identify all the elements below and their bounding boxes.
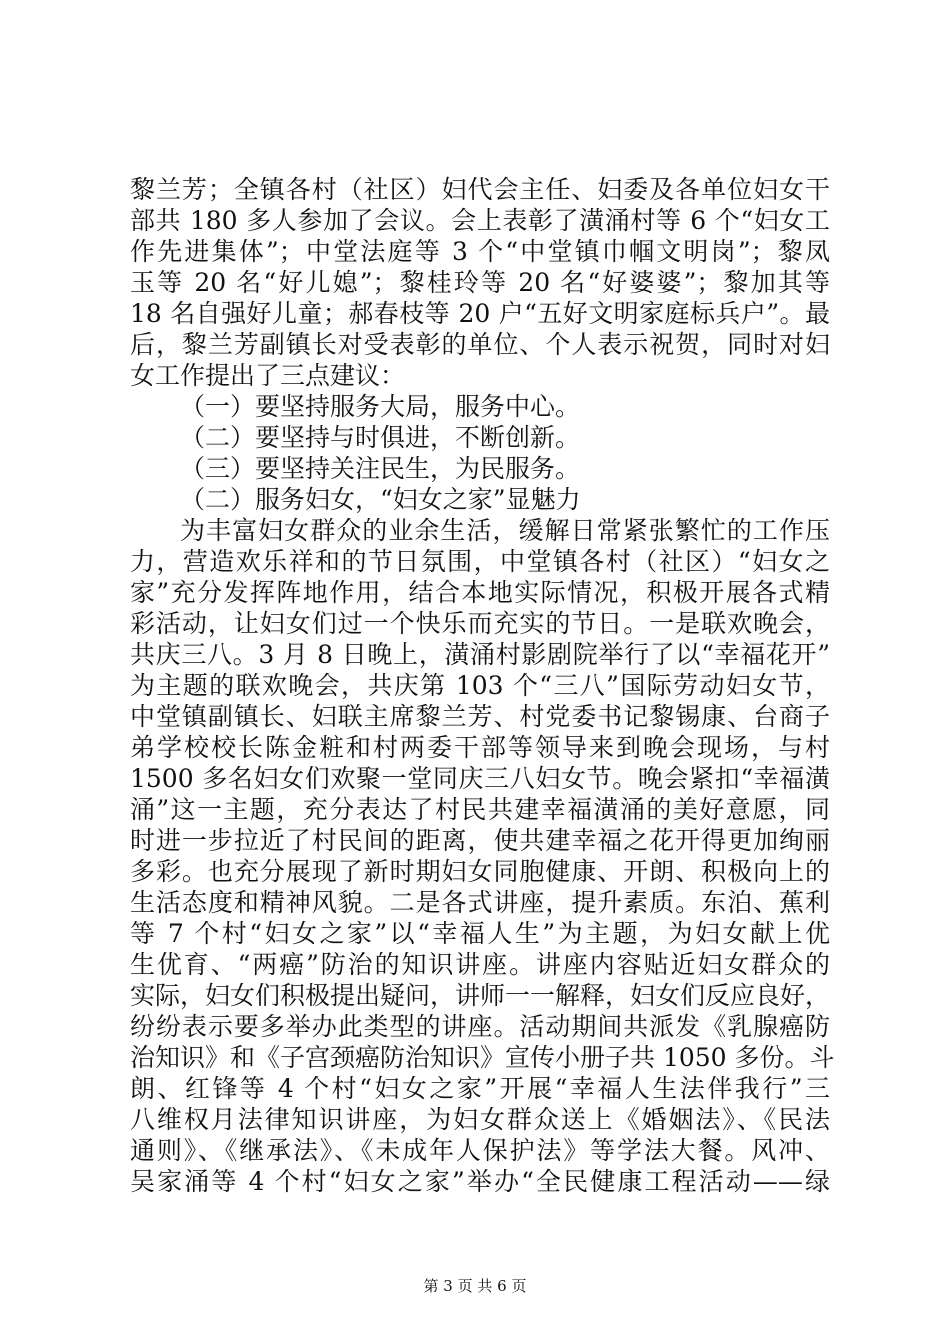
text-line: 八维权月法律知识讲座，为妇女群众送上《婚姻法》、《民法 <box>130 1105 830 1134</box>
text-line: 生优育、“两癌”防治的知识讲座。讲座内容贴近妇女群众的 <box>130 950 830 979</box>
text-line: 1500 多名妇女们欢聚一堂同庆三八妇女节。晚会紧扣“幸福潢 <box>130 764 830 793</box>
text-line: 后，黎兰芳副镇长对受表彰的单位、个人表示祝贺，同时对妇 <box>130 330 830 359</box>
text-line: 多彩。也充分展现了新时期妇女同胞健康、开朗、积极向上的 <box>130 857 830 886</box>
document-body <box>130 174 835 1197</box>
text-line: 女工作提出了三点建议： <box>130 361 406 390</box>
text-line: 黎兰芳；全镇各村（社区）妇代会主任、妇委及各单位妇女干 <box>130 175 830 204</box>
text-line: 玉等 20 名“好儿媳”；黎桂玲等 20 名“好婆婆”；黎加其等 <box>130 268 830 297</box>
text-line: 家”充分发挥阵地作用，结合本地实际情况，积极开展各式精 <box>130 578 830 607</box>
text-line: 实际，妇女们积极提出疑问，讲师一一解释，妇女们反应良好， <box>130 981 831 1010</box>
text-line: 通则》、《继承法》、《未成年人保护法》等学法大餐。风冲、 <box>130 1136 830 1165</box>
text-line: 作先进集体”；中堂法庭等 3 个“中堂镇巾帼文明岗”；黎凤 <box>130 237 830 266</box>
text-line: 彩活动，让妇女们过一个快乐而充实的节日。一是联欢晚会， <box>130 609 830 638</box>
text-line: 18 名自强好儿童；郝春枝等 20 户“五好文明家庭标兵户”。最 <box>130 299 830 328</box>
text-line: 朗、红锋等 4 个村“妇女之家”开展“幸福人生法伴我行”三 <box>130 1074 830 1103</box>
text-line: 等 7 个村“妇女之家”以“幸福人生”为主题，为妇女献上优 <box>130 919 830 948</box>
text-line: 吴家涌等 4 个村“妇女之家”举办“全民健康工程活动——绿 <box>130 1167 830 1196</box>
page-number-footer: 第 3 页 共 6 页 <box>423 1277 527 1295</box>
text-line: 时进一步拉近了村民间的距离，使共建幸福之花开得更加绚丽 <box>130 826 830 855</box>
list-item: （一）要坚持服务大局，服务中心。 <box>180 392 581 421</box>
text-line: 弟学校校长陈金粧和村两委干部等领导来到晚会现场，与村 <box>130 733 830 762</box>
text-line: 纷纷表示要多举办此类型的讲座。活动期间共派发《乳腺癌防 <box>130 1012 830 1041</box>
text-line: 生活态度和精神风貌。二是各式讲座，提升素质。东泊、蕉利 <box>130 888 830 917</box>
section-heading: （二）服务妇女，“妇女之家”显魅力 <box>180 485 581 514</box>
list-item: （二）要坚持与时俱进，不断创新。 <box>180 423 581 452</box>
text-line: 治知识》和《子宫颈癌防治知识》宣传小册子共 1050 多份。斗 <box>130 1043 835 1072</box>
text-line: 力，营造欢乐祥和的节日氛围，中堂镇各村（社区）“妇女之 <box>130 547 830 576</box>
text-line: 为主题的联欢晚会，共庆第 103 个“三八”国际劳动妇女节， <box>130 671 830 700</box>
list-item: （三）要坚持关注民生，为民服务。 <box>180 454 581 483</box>
text-line: 涌”这一主题，充分表达了村民共建幸福潢涌的美好意愿，同 <box>130 795 830 824</box>
text-line: 共庆三八。3 月 8 日晚上，潢涌村影剧院举行了以“幸福花开” <box>130 640 830 669</box>
text-line: 为丰富妇女群众的业余生活，缓解日常紧张繁忙的工作压 <box>180 516 830 545</box>
text-line: 部共 180 多人参加了会议。会上表彰了潢涌村等 6 个“妇女工 <box>130 206 830 235</box>
text-line: 中堂镇副镇长、妇联主席黎兰芳、村党委书记黎锡康、台商子 <box>130 702 830 731</box>
